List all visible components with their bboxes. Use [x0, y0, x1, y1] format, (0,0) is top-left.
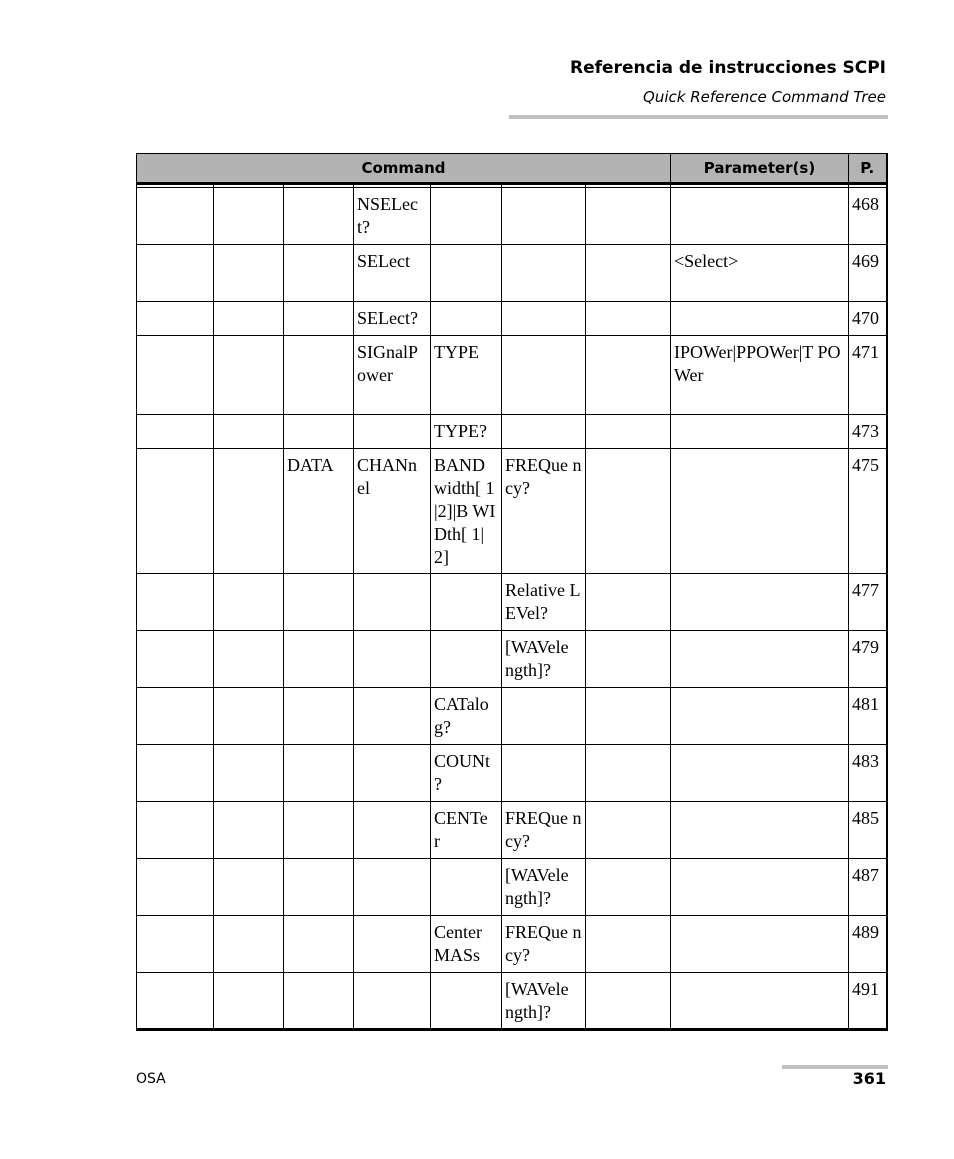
command-level-4-cell: SELect — [354, 245, 431, 302]
page-ref-cell: 475 — [849, 449, 887, 574]
table-row — [137, 188, 887, 245]
command-level-1-cell — [137, 188, 214, 245]
command-level-6-cell: FREQue ncy? — [502, 916, 586, 973]
table-row — [137, 302, 887, 336]
parameter-cell — [671, 973, 849, 1030]
section-title: Quick Reference Command Tree — [643, 88, 886, 106]
command-level-2-cell — [214, 336, 284, 415]
command-level-5-cell: CENTe r — [431, 802, 502, 859]
command-level-2-cell — [214, 916, 284, 973]
footer-product: OSA — [136, 1071, 166, 1087]
command-level-2-cell — [214, 859, 284, 916]
command-level-7-cell — [586, 745, 671, 802]
parameter-cell — [671, 574, 849, 631]
parameter-cell — [671, 449, 849, 574]
command-level-4-cell: NSELec t? — [354, 188, 431, 245]
command-column-header: Command — [137, 154, 671, 184]
parameter-cell — [671, 916, 849, 973]
command-level-6-cell: FREQue ncy? — [502, 449, 586, 574]
command-level-4-cell — [354, 688, 431, 745]
command-level-4-cell — [354, 574, 431, 631]
command-level-7-cell — [586, 859, 671, 916]
command-level-7-cell — [586, 188, 671, 245]
command-level-3-cell — [284, 859, 354, 916]
command-level-4-cell: CHANn el — [354, 449, 431, 574]
command-level-6-cell — [502, 415, 586, 449]
header-divider — [509, 115, 888, 119]
page-ref-cell: 481 — [849, 688, 887, 745]
command-tree-table — [136, 153, 888, 1031]
command-level-1-cell — [137, 973, 214, 1030]
command-level-5-cell: Center MASs — [431, 916, 502, 973]
command-level-3-cell — [284, 415, 354, 449]
table-row — [137, 745, 887, 802]
table-row — [137, 859, 887, 916]
parameter-cell — [671, 688, 849, 745]
command-level-2-cell — [214, 449, 284, 574]
command-level-7-cell — [586, 916, 671, 973]
command-level-3-cell — [284, 745, 354, 802]
parameter-cell — [671, 745, 849, 802]
page-ref-cell: 485 — [849, 802, 887, 859]
command-level-1-cell — [137, 802, 214, 859]
command-level-7-cell — [586, 574, 671, 631]
command-level-1-cell — [137, 449, 214, 574]
command-level-7-cell — [586, 973, 671, 1030]
table-row — [137, 688, 887, 745]
command-level-5-cell: CATalo g? — [431, 688, 502, 745]
command-level-1-cell — [137, 631, 214, 688]
command-level-6-cell — [502, 688, 586, 745]
parameter-cell — [671, 415, 849, 449]
command-level-3-cell: DATA — [284, 449, 354, 574]
page-number: 361 — [852, 1069, 886, 1088]
command-level-1-cell — [137, 245, 214, 302]
command-level-2-cell — [214, 245, 284, 302]
command-level-3-cell — [284, 631, 354, 688]
command-level-5-cell — [431, 973, 502, 1030]
command-level-2-cell — [214, 973, 284, 1030]
command-level-2-cell — [214, 574, 284, 631]
table-row — [137, 415, 887, 449]
page-ref-cell: 469 — [849, 245, 887, 302]
command-level-3-cell — [284, 336, 354, 415]
command-level-3-cell — [284, 973, 354, 1030]
table-row — [137, 916, 887, 973]
table-row — [137, 336, 887, 415]
command-level-6-cell: [WAVele ngth]? — [502, 631, 586, 688]
page-ref-cell: 487 — [849, 859, 887, 916]
command-level-2-cell — [214, 188, 284, 245]
command-level-3-cell — [284, 688, 354, 745]
command-level-6-cell: [WAVele ngth]? — [502, 859, 586, 916]
command-level-5-cell: COUNt ? — [431, 745, 502, 802]
chapter-title: Referencia de instrucciones SCPI — [570, 58, 886, 78]
command-level-3-cell — [284, 916, 354, 973]
table-row — [137, 574, 887, 631]
page-ref-cell: 489 — [849, 916, 887, 973]
command-level-4-cell — [354, 916, 431, 973]
command-level-1-cell — [137, 336, 214, 415]
page-ref-cell: 473 — [849, 415, 887, 449]
command-level-5-cell — [431, 574, 502, 631]
command-level-3-cell — [284, 188, 354, 245]
command-level-6-cell: [WAVele ngth]? — [502, 973, 586, 1030]
parameters-column-header: Parameter(s) — [671, 154, 849, 184]
command-level-1-cell — [137, 745, 214, 802]
page-ref-cell: 468 — [849, 188, 887, 245]
command-level-6-cell — [502, 302, 586, 336]
page-ref-cell: 471 — [849, 336, 887, 415]
command-level-4-cell — [354, 859, 431, 916]
command-level-4-cell — [354, 802, 431, 859]
parameter-cell — [671, 302, 849, 336]
command-level-2-cell — [214, 802, 284, 859]
table-row — [137, 245, 887, 302]
command-level-4-cell — [354, 745, 431, 802]
parameter-cell: IPOWer|PPOWer|T POWer — [671, 336, 849, 415]
page-ref-cell: 491 — [849, 973, 887, 1030]
command-level-1-cell — [137, 859, 214, 916]
command-level-1-cell — [137, 574, 214, 631]
command-level-6-cell — [502, 188, 586, 245]
command-level-5-cell — [431, 188, 502, 245]
command-level-7-cell — [586, 336, 671, 415]
command-level-5-cell — [431, 245, 502, 302]
table-row — [137, 631, 887, 688]
page-ref-cell: 477 — [849, 574, 887, 631]
command-level-6-cell — [502, 745, 586, 802]
command-level-7-cell — [586, 449, 671, 574]
command-level-6-cell — [502, 336, 586, 415]
command-level-2-cell — [214, 688, 284, 745]
command-level-5-cell — [431, 631, 502, 688]
parameter-cell — [671, 802, 849, 859]
command-level-5-cell — [431, 302, 502, 336]
command-level-2-cell — [214, 631, 284, 688]
command-level-5-cell: TYPE — [431, 336, 502, 415]
page-column-header: P. — [849, 154, 887, 184]
command-level-3-cell — [284, 574, 354, 631]
command-level-3-cell — [284, 302, 354, 336]
page-ref-cell: 483 — [849, 745, 887, 802]
command-level-6-cell: FREQue ncy? — [502, 802, 586, 859]
command-level-1-cell — [137, 688, 214, 745]
command-level-4-cell: SIGnalP ower — [354, 336, 431, 415]
table-row — [137, 802, 887, 859]
command-level-5-cell — [431, 859, 502, 916]
command-level-2-cell — [214, 745, 284, 802]
table-header-row — [137, 154, 887, 184]
command-level-6-cell — [502, 245, 586, 302]
table-row — [137, 449, 887, 574]
command-level-3-cell — [284, 802, 354, 859]
command-level-4-cell — [354, 415, 431, 449]
command-level-7-cell — [586, 802, 671, 859]
parameter-cell — [671, 859, 849, 916]
table-row — [137, 973, 887, 1030]
command-level-2-cell — [214, 415, 284, 449]
command-level-3-cell — [284, 245, 354, 302]
page-ref-cell: 479 — [849, 631, 887, 688]
command-level-7-cell — [586, 415, 671, 449]
page-ref-cell: 470 — [849, 302, 887, 336]
command-level-7-cell — [586, 245, 671, 302]
command-level-6-cell: Relative LEVel? — [502, 574, 586, 631]
command-level-5-cell: BAND width[ 1|2]|B WIDth[ 1|2] — [431, 449, 502, 574]
command-level-7-cell — [586, 688, 671, 745]
command-level-4-cell — [354, 631, 431, 688]
command-level-7-cell — [586, 631, 671, 688]
parameter-cell — [671, 631, 849, 688]
parameter-cell — [671, 188, 849, 245]
command-level-1-cell — [137, 302, 214, 336]
command-level-2-cell — [214, 302, 284, 336]
command-level-5-cell: TYPE? — [431, 415, 502, 449]
command-level-7-cell — [586, 302, 671, 336]
command-level-4-cell: SELect? — [354, 302, 431, 336]
command-level-1-cell — [137, 916, 214, 973]
parameter-cell: <Select> — [671, 245, 849, 302]
command-level-1-cell — [137, 415, 214, 449]
command-level-4-cell — [354, 973, 431, 1030]
